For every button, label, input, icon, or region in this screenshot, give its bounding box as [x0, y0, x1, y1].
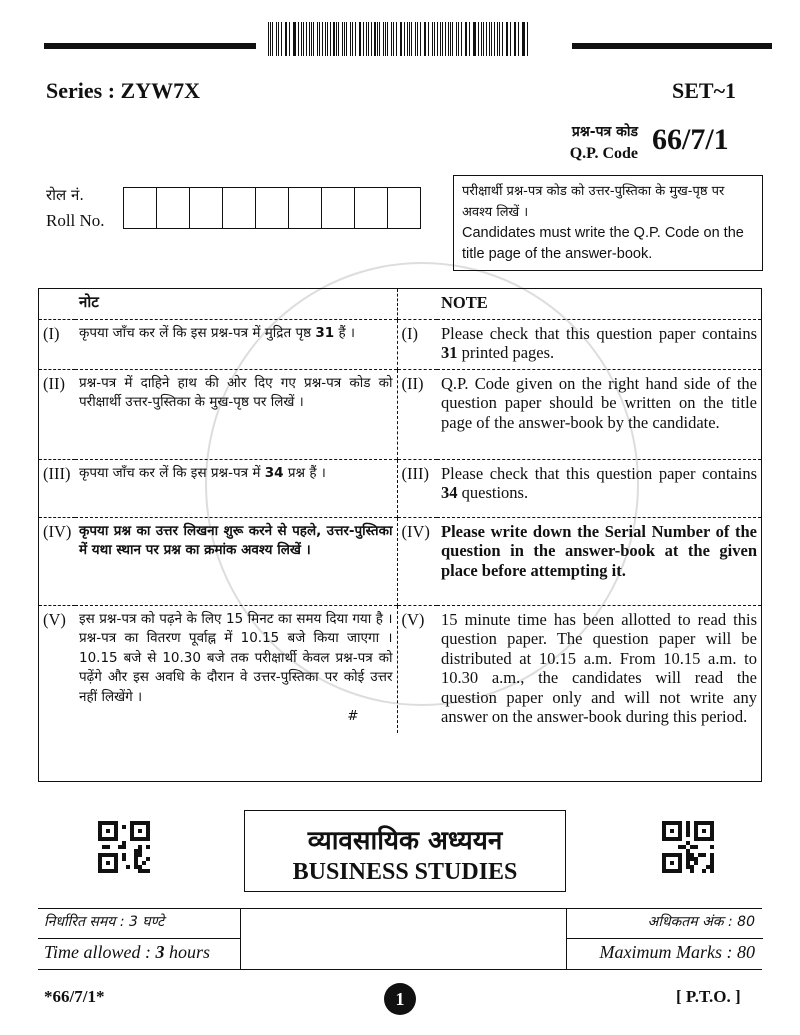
note-heading-hi: नोट: [75, 289, 397, 319]
qr-module: [710, 857, 714, 861]
note-row-2: [39, 369, 761, 459]
qr-module: [686, 841, 690, 845]
qr-module: [118, 845, 122, 849]
barcode-bar: [281, 22, 282, 56]
qr-module: [142, 861, 146, 865]
barcode-bar: [425, 22, 426, 56]
roll-number-boxes[interactable]: [123, 187, 421, 229]
qr-module: [710, 845, 714, 849]
barcode-bar: [350, 22, 351, 56]
qr-module: [122, 841, 126, 845]
note-row-4: [39, 517, 761, 605]
note-num-en: (II): [401, 373, 424, 393]
qr-module: [686, 829, 690, 833]
qr-module: [690, 845, 694, 849]
barcode-bar: [415, 22, 416, 56]
qr-module: [702, 853, 706, 857]
barcode-bar: [338, 22, 339, 56]
barcode-bar: [294, 22, 295, 56]
note-num-hi: (IV): [43, 521, 72, 541]
barcode-bar: [466, 22, 467, 56]
note-text-en: Q.P. Code given on the right hand side of the question paper should be written on the title page of the answer-book by the candidate.: [441, 373, 757, 432]
roll-digit-box[interactable]: [256, 188, 289, 228]
series-label: Series : ZYW7X: [46, 78, 200, 103]
barcode-bar: [352, 22, 353, 56]
note-num-en: (III): [401, 463, 429, 483]
subject-title-en: BUSINESS STUDIES: [292, 859, 518, 885]
subject-title-box: [244, 810, 566, 892]
barcode-bar: [483, 22, 484, 56]
note-text-en: Please write down the Serial Number of the question in the answer-book at the given place before attempting it.: [441, 521, 757, 580]
barcode-bar: [383, 22, 384, 56]
qr-module: [106, 861, 110, 865]
qr-module: [146, 845, 150, 849]
max-marks-en: Maximum Marks : 80: [599, 942, 755, 962]
qr-module: [690, 857, 694, 861]
qp-code-labels: [520, 121, 638, 165]
note-num-en: (V): [401, 609, 425, 629]
barcode-bar: [396, 22, 397, 56]
note-row-1: [39, 319, 761, 369]
qr-module: [138, 845, 142, 849]
barcode-bar: [289, 22, 290, 56]
qr-module: [686, 865, 690, 869]
barcode-bar: [360, 22, 361, 56]
qp-code-label-hi: प्रश्न-पत्र कोड: [571, 124, 638, 140]
roll-digit-box[interactable]: [190, 188, 223, 228]
qr-module: [682, 845, 686, 849]
notes-table-frame: [38, 288, 762, 782]
max-marks-hi: अधिकतम अंक : 80: [567, 909, 763, 939]
instruction-en: Candidates must write the Q.P. Code on the title page of the answer-book.: [462, 225, 744, 262]
qr-module: [138, 849, 142, 853]
qr-module: [146, 857, 150, 861]
note-num-hi: (I): [43, 323, 60, 343]
qr-module: [686, 849, 690, 853]
qr-module: [686, 861, 690, 865]
roll-label: [46, 183, 105, 233]
note-num-hi: (V): [43, 609, 66, 629]
note-text-hi: इस प्रश्न-पत्र को पढ़ने के लिए 15 मिनट का समय दिया गया है । प्रश्न-पत्र का वितरण पूर्वाह्न में 10.15 बजे किया जाएगा । 10.15 बजे से 10.30 बजे तक परीक्षार्थी केवल प्रश्न-पत्र को पढ़ेंगे और इस अवधि के दौरान वे उत्तर-पुस्तिका पर कोई उत्तर नहीं लिखेंगे । #: [75, 605, 397, 733]
qr-module: [710, 865, 714, 869]
barcode-bar: [523, 22, 524, 56]
qr-module: [138, 865, 142, 869]
roll-digit-box[interactable]: [223, 188, 256, 228]
roll-digit-box[interactable]: [355, 188, 388, 228]
barcode-bar: [317, 22, 318, 56]
qp-code-instruction-box: [453, 175, 763, 271]
qr-module: [670, 829, 674, 833]
qr-module: [710, 861, 714, 865]
qp-code-label-en: Q.P. Code: [569, 145, 638, 162]
qr-module: [146, 869, 150, 873]
barcode-bar: [499, 22, 500, 56]
barcode-bar: [325, 22, 326, 56]
barcode-bar: [456, 22, 457, 56]
barcode: [268, 22, 530, 56]
qr-module: [122, 857, 126, 861]
qr-code-icon: [662, 821, 714, 873]
footer-qp-code: *66/7/1*: [44, 987, 105, 1006]
qr-module: [686, 853, 690, 857]
qr-module: [690, 865, 694, 869]
note-text-hi: प्रश्न-पत्र में दाहिने हाथ की ओर दिए गए प्रश्न-पत्र कोड को परीक्षार्थी उत्तर-पुस्तिका के मुख-पृष्ठ पर लिखें ।: [75, 369, 397, 459]
qr-module: [122, 853, 126, 857]
hash-mark: #: [347, 708, 359, 724]
barcode-bar: [518, 22, 519, 56]
subject-title-hi: व्यावसायिक अध्ययन: [307, 826, 503, 856]
barcode-bar: [303, 22, 304, 56]
top-rule-left: [44, 43, 256, 49]
qr-module: [106, 829, 110, 833]
note-num-hi: (II): [43, 373, 65, 393]
note-row-3: [39, 459, 761, 517]
qr-module: [126, 865, 130, 869]
qr-module: [710, 853, 714, 857]
note-text-hi: कृपया जाँच कर लें कि इस प्रश्न-पत्र में मुद्रित पृष्ठ 31 हैं ।: [75, 319, 397, 369]
qr-module: [138, 853, 142, 857]
barcode-bar: [368, 22, 369, 56]
qr-code-icon: [98, 821, 150, 873]
barcode-bar: [391, 22, 392, 56]
qr-module: [694, 845, 698, 849]
barcode-bar: [268, 22, 269, 56]
barcode-bar: [474, 22, 475, 56]
qr-module: [142, 869, 146, 873]
barcode-bar: [276, 22, 277, 56]
time-allowed-en: Time allowed : 3 hours: [44, 942, 211, 962]
note-num-en: (IV): [401, 521, 430, 541]
notes-table: [39, 289, 761, 733]
qr-module: [686, 825, 690, 829]
barcode-bar: [491, 22, 492, 56]
qr-module: [134, 849, 138, 853]
note-text-hi: कृपया जाँच कर लें कि इस प्रश्न-पत्र में 34 प्रश्न हैं ।: [75, 459, 397, 517]
qr-module: [134, 861, 138, 865]
barcode-bar: [417, 22, 418, 56]
note-text-en: Please check that this question paper contains 34 questions.: [441, 463, 757, 502]
roll-digit-box[interactable]: [124, 188, 157, 228]
pto-label: [ P.T.O. ]: [676, 987, 741, 1006]
qr-module: [670, 861, 674, 865]
barcode-bar: [461, 22, 462, 56]
barcode-bar: [432, 22, 433, 56]
time-marks-table: [38, 908, 762, 970]
qr-module: [702, 829, 706, 833]
qr-module: [134, 865, 138, 869]
qr-module: [138, 869, 142, 873]
qr-module: [694, 861, 698, 865]
qr-module: [690, 869, 694, 873]
note-num-en: (I): [401, 323, 418, 343]
qp-code-value: 66/7/1: [652, 123, 729, 156]
qr-module: [134, 857, 138, 861]
qr-module: [694, 857, 698, 861]
barcode-bar: [440, 22, 441, 56]
note-row-5: [39, 605, 761, 733]
qr-module: [106, 845, 110, 849]
qr-module: [710, 869, 714, 873]
note-num-hi: (III): [43, 463, 71, 483]
qr-module: [706, 865, 710, 869]
barcode-bar: [502, 22, 503, 56]
note-text-en: Please check that this question paper contains 31 printed pages.: [441, 323, 757, 362]
barcode-bar: [404, 22, 405, 56]
qr-module: [686, 821, 690, 825]
barcode-bar: [448, 22, 449, 56]
qr-module: [690, 853, 694, 857]
qr-module: [138, 829, 142, 833]
qr-module: [686, 857, 690, 861]
instruction-hi: परीक्षार्थी प्रश्न-पत्र कोड को उत्तर-पुस्तिका के मुख-पृष्ठ पर अवश्य लिखें ।: [462, 184, 725, 220]
qr-module: [698, 853, 702, 857]
qr-module: [102, 845, 106, 849]
roll-digit-box[interactable]: [289, 188, 322, 228]
set-label: SET~1: [672, 78, 737, 103]
qr-module: [702, 869, 706, 873]
roll-digit-box[interactable]: [157, 188, 190, 228]
roll-label-hi: रोल नं.: [46, 186, 85, 204]
qr-module: [678, 845, 682, 849]
page-number: 1: [384, 983, 416, 1015]
barcode-bar: [333, 22, 334, 56]
note-text-en: 15 minute time has been allotted to read this question paper. The question paper will be distributed at 10.15 a.m. From 10.15 a.m. to 10.30 a.m., the candidates will read the question paper only and will not write any answer on the answer-book during this period.: [441, 609, 757, 726]
note-text-hi: कृपया प्रश्न का उत्तर लिखना शुरू करने से पहले, उत्तर-पुस्तिका में यथा स्थान पर प्रश्न का क्रमांक अवश्य लिखें ।: [75, 517, 397, 605]
barcode-bar: [313, 22, 314, 56]
qr-module: [686, 833, 690, 837]
qr-module: [134, 853, 138, 857]
roll-label-en: Roll No.: [46, 211, 105, 230]
barcode-bar: [374, 22, 375, 56]
qr-module: [122, 845, 126, 849]
barcode-bar: [510, 22, 511, 56]
time-allowed-hi: निर्धारित समय : 3 घण्टे: [38, 909, 240, 939]
roll-digit-box[interactable]: [388, 188, 420, 228]
note-heading-en: NOTE: [441, 293, 488, 312]
top-rule-right: [572, 43, 772, 49]
qr-module: [122, 825, 126, 829]
roll-digit-box[interactable]: [322, 188, 355, 228]
notes-header-row: [39, 289, 761, 319]
